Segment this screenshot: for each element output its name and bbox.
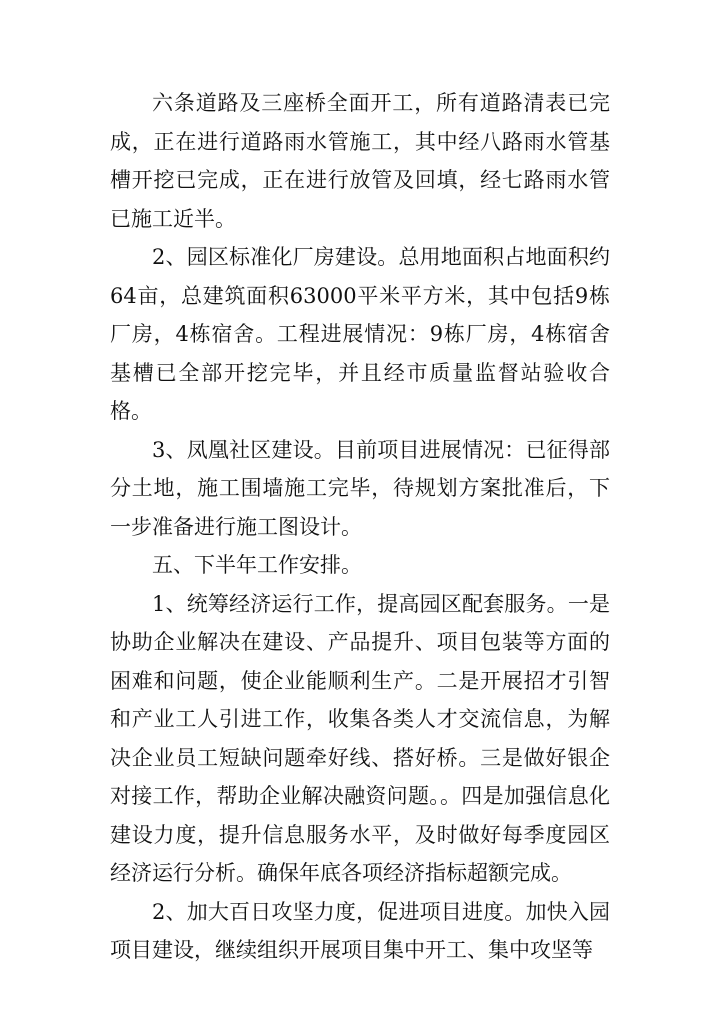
paragraph-road-construction: 六条道路及三座桥全面开工，所有道路清表已完成，正在进行道路雨水管施工，其中经八路雨水管基槽开挖已完成，正在进行放管及回填，经七路雨水管已施工近半。 (110, 91, 610, 231)
paragraph-hundred-day-campaign: 2、加大百日攻坚力度，促进项目进度。加快入园项目建设，继续组织开展项目集中开工、集中攻坚等 (110, 899, 610, 962)
document-body (110, 84, 610, 970)
paragraph-fenghuang-community: 3、凤凰社区建设。目前项目进展情况：已征得部分土地，施工围墙施工完毕，待规划方案批准后，下一步准备进行施工图设计。 (110, 437, 610, 539)
paragraph-standard-factory: 2、园区标准化厂房建设。总用地面积占地面积约64亩，总建筑面积63000平米平方米，其中包括9栋厂房，4栋宿舍。工程进展情况：9栋厂房，4栋宿舍基槽已全部开挖完毕，并且经市质量监督站验收合格。 (110, 245, 610, 423)
paragraph-economic-operation: 1、统筹经济运行工作，提高园区配套服务。一是协助企业解决在建设、产品提升、项目包装等方面的困难和问题，使企业能顺利生产。二是开展招才引智和产业工人引进工作，收集各类人才交流信息，为解决企业员工短缺问题牵好线、搭好桥。三是做好银企对接工作，帮助企业解决融资问题。。四是加强信息化建设力度，提升信息服务水平，及时做好每季度园区经济运行分析。确保年底各项经济指标超额完成。 (110, 591, 610, 885)
section-heading-second-half-plan: 五、下半年工作安排。 (152, 553, 362, 577)
